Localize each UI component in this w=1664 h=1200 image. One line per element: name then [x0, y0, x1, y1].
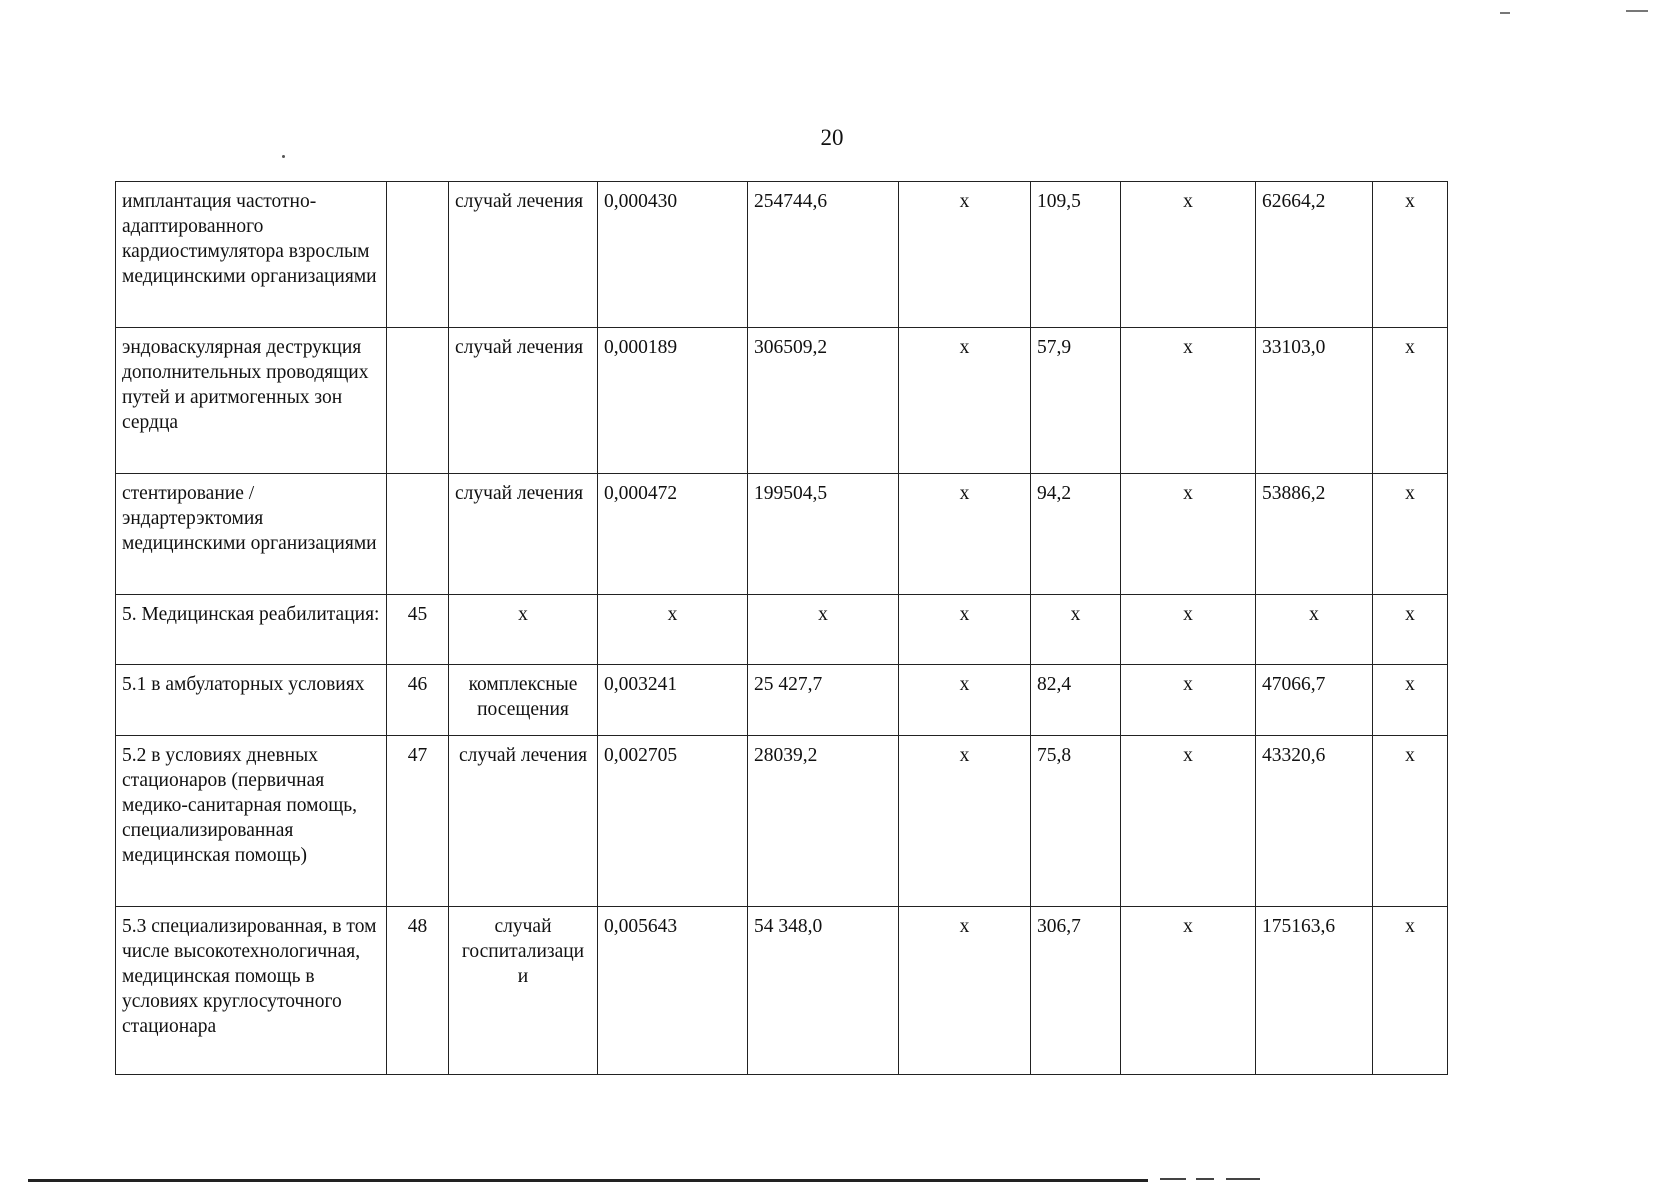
- cell-col9: 47066,7: [1256, 665, 1373, 736]
- cell-col10: x: [1373, 907, 1448, 1075]
- cell-col9: 62664,2: [1256, 182, 1373, 328]
- scan-edge-mark: [1500, 12, 1510, 14]
- unit-cost: 306509,2: [748, 328, 899, 474]
- cell-col8: x: [1121, 182, 1256, 328]
- row-name: 5.3 специализированная, в том числе высокотехнологичная, медицинская помощь в условиях круглосуточного стационара: [116, 907, 387, 1075]
- unit-of-measure: случай лечения: [449, 736, 598, 907]
- table-row: [116, 665, 1448, 736]
- row-name: 5. Медицинская реабилитация:: [116, 595, 387, 665]
- cell-col9: 175163,6: [1256, 907, 1373, 1075]
- row-number: 47: [387, 736, 449, 907]
- cell-col10: x: [1373, 665, 1448, 736]
- cell-col6: x: [899, 665, 1031, 736]
- cell-col6: x: [899, 907, 1031, 1075]
- table-row: [116, 182, 1448, 328]
- cell-col8: x: [1121, 595, 1256, 665]
- cell-col9: 53886,2: [1256, 474, 1373, 595]
- row-number: [387, 328, 449, 474]
- row-name: 5.2 в условиях дневных стационаров (первичная медико-санитарная помощь, специализированная медицинская помощь): [116, 736, 387, 907]
- scan-speck: [282, 155, 285, 158]
- unit-of-measure: случай лечения: [449, 328, 598, 474]
- cell-col7: 82,4: [1031, 665, 1121, 736]
- cell-col6: x: [899, 182, 1031, 328]
- unit-of-measure: случай лечения: [449, 182, 598, 328]
- volume-rate: 0,003241: [598, 665, 748, 736]
- row-number: 46: [387, 665, 449, 736]
- table-row: [116, 907, 1448, 1075]
- row-name: 5.1 в амбулаторных условиях: [116, 665, 387, 736]
- cell-col8: x: [1121, 665, 1256, 736]
- cell-col7: x: [1031, 595, 1121, 665]
- unit-cost: 199504,5: [748, 474, 899, 595]
- table-row: [116, 736, 1448, 907]
- cell-col7: 94,2: [1031, 474, 1121, 595]
- unit-cost: 54 348,0: [748, 907, 899, 1075]
- unit-cost: 28039,2: [748, 736, 899, 907]
- cell-col8: x: [1121, 907, 1256, 1075]
- cell-col10: x: [1373, 736, 1448, 907]
- cell-col7: 57,9: [1031, 328, 1121, 474]
- unit-of-measure: комплексные посещения: [449, 665, 598, 736]
- tariff-table: [115, 181, 1448, 1075]
- table-body: [116, 182, 1448, 1075]
- row-number: [387, 182, 449, 328]
- cell-col10: x: [1373, 328, 1448, 474]
- cell-col9: 43320,6: [1256, 736, 1373, 907]
- unit-cost: 254744,6: [748, 182, 899, 328]
- bottom-rule-dash: [1196, 1178, 1214, 1180]
- cell-col9: 33103,0: [1256, 328, 1373, 474]
- cell-col10: x: [1373, 182, 1448, 328]
- cell-col8: x: [1121, 736, 1256, 907]
- volume-rate: 0,000472: [598, 474, 748, 595]
- cell-col7: 109,5: [1031, 182, 1121, 328]
- volume-rate: x: [598, 595, 748, 665]
- cell-col10: x: [1373, 474, 1448, 595]
- bottom-rule-dash: [1160, 1178, 1186, 1180]
- bottom-rule-dash: [1226, 1178, 1260, 1180]
- unit-cost: x: [748, 595, 899, 665]
- unit-of-measure: x: [449, 595, 598, 665]
- table-row: [116, 328, 1448, 474]
- scan-edge-mark: [1626, 10, 1648, 12]
- row-name: имплантация частотно-адаптированного кардиостимулятора взрослым медицинскими организациями: [116, 182, 387, 328]
- cell-col8: x: [1121, 328, 1256, 474]
- cell-col6: x: [899, 328, 1031, 474]
- row-number: 45: [387, 595, 449, 665]
- table-row: [116, 595, 1448, 665]
- cell-col6: x: [899, 474, 1031, 595]
- page-number: 20: [820, 125, 844, 150]
- volume-rate: 0,000430: [598, 182, 748, 328]
- cell-col7: 75,8: [1031, 736, 1121, 907]
- bottom-rule: [28, 1179, 1148, 1182]
- cell-col6: x: [899, 595, 1031, 665]
- unit-of-measure: случай госпитализаци и: [449, 907, 598, 1075]
- cell-col9: x: [1256, 595, 1373, 665]
- unit-cost: 25 427,7: [748, 665, 899, 736]
- volume-rate: 0,000189: [598, 328, 748, 474]
- volume-rate: 0,005643: [598, 907, 748, 1075]
- unit-of-measure: случай лечения: [449, 474, 598, 595]
- cell-col7: 306,7: [1031, 907, 1121, 1075]
- row-number: [387, 474, 449, 595]
- cell-col6: x: [899, 736, 1031, 907]
- row-name: эндоваскулярная деструкция дополнительных проводящих путей и аритмогенных зон сердца: [116, 328, 387, 474]
- row-name: стентирование / эндартерэктомия медицинскими организациями: [116, 474, 387, 595]
- cell-col8: x: [1121, 474, 1256, 595]
- volume-rate: 0,002705: [598, 736, 748, 907]
- table-row: [116, 474, 1448, 595]
- row-number: 48: [387, 907, 449, 1075]
- cell-col10: x: [1373, 595, 1448, 665]
